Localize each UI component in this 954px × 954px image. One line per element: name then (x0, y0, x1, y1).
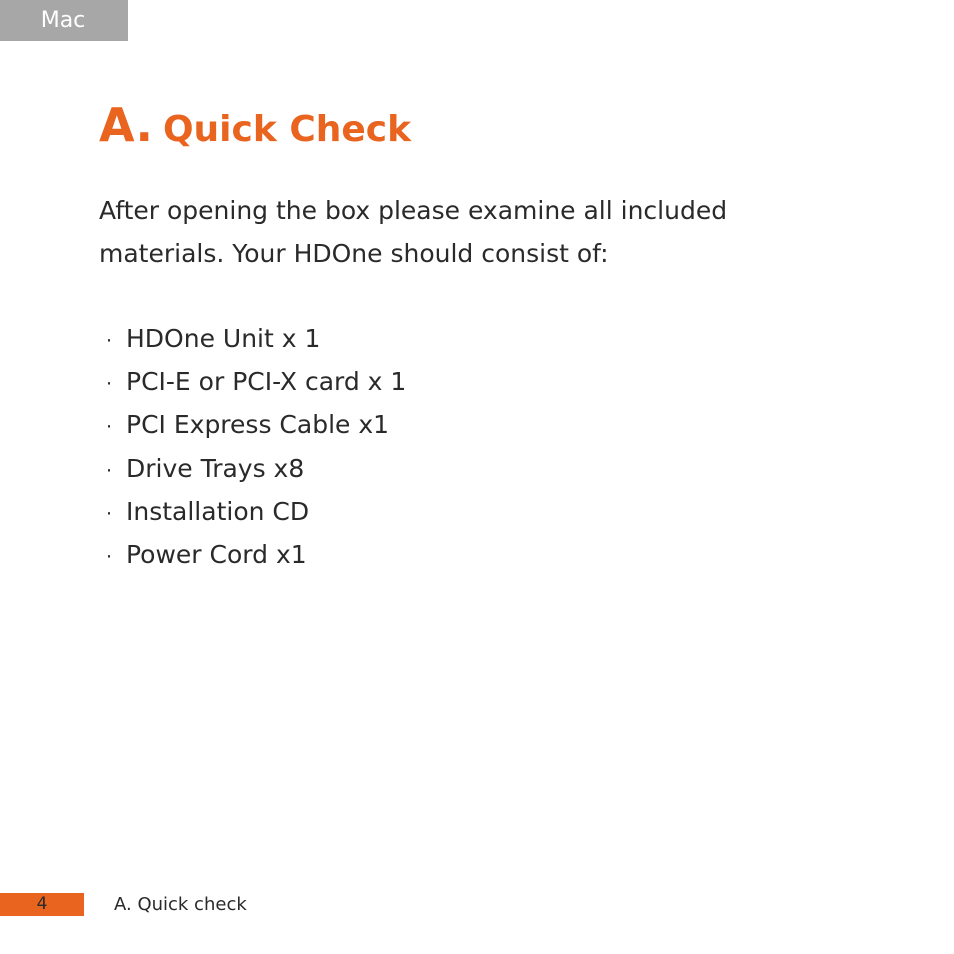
page-number: 4 (0, 893, 84, 916)
section-tab-mac: Mac (0, 0, 128, 41)
page-heading (99, 98, 411, 154)
contents-list (106, 317, 406, 576)
bullet: · (106, 502, 113, 525)
intro-paragraph (99, 189, 819, 275)
list-item-label: PCI Express Cable x1 (126, 410, 390, 440)
bullet: · (106, 416, 113, 439)
heading-letter: A. (99, 98, 153, 152)
bullet: · (106, 373, 113, 396)
intro-line-2: materials. Your HDOne should consist of: (99, 239, 609, 268)
list-item (106, 360, 406, 403)
list-item (106, 447, 406, 490)
list-item-label: Power Cord x1 (126, 539, 307, 569)
bullet: · (106, 459, 113, 482)
list-item-label: PCI-E or PCI-X card x 1 (126, 367, 407, 397)
list-item (106, 490, 406, 533)
list-item (106, 403, 406, 446)
footer-section-label: A. Quick check (114, 894, 247, 915)
list-item-label: HDOne Unit x 1 (126, 324, 321, 353)
intro-line-1: After opening the box please examine all included (99, 196, 728, 225)
bullet: · (106, 330, 113, 352)
list-item-label: Installation CD (126, 496, 310, 526)
list-item (106, 317, 406, 360)
heading-title: Quick Check (162, 109, 412, 150)
list-item-label: Drive Trays x8 (126, 453, 305, 483)
list-item (106, 533, 406, 576)
bullet: · (106, 545, 113, 568)
